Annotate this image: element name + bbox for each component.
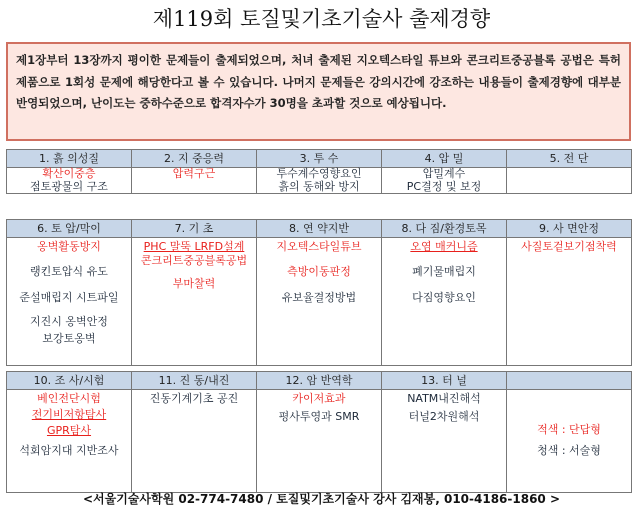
- topic-item: 압밀계수: [422, 167, 466, 180]
- topic-item: 진동기계기초 공진: [149, 392, 239, 405]
- topic-item: 카이저효과: [292, 392, 346, 405]
- legend-essay: 청색 : 서술형: [537, 444, 601, 457]
- topic-table-3: [6, 371, 632, 493]
- chapter-header: 9. 사 면안정: [507, 220, 632, 238]
- chapter-topics: [382, 168, 507, 194]
- contact-footer: <서울기술사학원 02-774-7480 / 토질및기초기술사 강사 김재봉, 010-4186-1860 >: [82, 492, 561, 506]
- chapter-header: 11. 진 동/내진: [132, 372, 257, 390]
- topic-item: 지진시 옹벽안정: [30, 315, 108, 328]
- topic-item: 측방이동판정: [287, 265, 351, 278]
- topic-item: 폐기물매립지: [412, 265, 476, 278]
- topic-item: 랭킨토압식 유도: [30, 265, 108, 278]
- topic-table-2: [6, 219, 632, 366]
- topic-item: 지오텍스타일튜브: [276, 240, 362, 253]
- chapter-topics: [7, 238, 132, 366]
- chapter-header: 5. 전 단: [507, 150, 632, 168]
- chapter-header: 7. 기 초: [132, 220, 257, 238]
- intro-box: 제1장부터 13장까지 평이한 문제들이 출제되었으며, 처녀 출제된 지오텍스타일 튜브와 콘크리트중공블록 공법은 특허제품으로 1회성 문제에 해당한다고 볼 수 있습니다. 나머지 문제들은 강의시간에 강조하는 내용들이 출제경향에 대부분 반영되었으며, 난이도는 중하수준으로 합격자수가 30명을 초과할 것으로 예상됩니다.: [6, 42, 631, 141]
- topic-item: GPR탐사: [46, 424, 92, 437]
- topic-item: 사질토겉보기점착력: [521, 240, 617, 253]
- topic-item: 확산이중층: [42, 167, 96, 180]
- chapter-topics: [7, 390, 132, 493]
- topic-item: 석회암지대 지반조사: [19, 444, 119, 457]
- topic-item: NATM내진해석: [407, 392, 481, 405]
- chapter-topics: [132, 168, 257, 194]
- topic-item: 준설매립지 시트파일: [19, 291, 119, 304]
- chapter-header: 6. 토 압/막이: [7, 220, 132, 238]
- topic-item: 투수계수영향요인: [276, 167, 362, 180]
- legend-cell: [507, 390, 632, 493]
- topic-item: 점토광물의 구조: [30, 179, 108, 193]
- chapter-header: 1. 흙 의성질: [7, 150, 132, 168]
- chapter-header: 8. 다 짐/환경토목: [382, 220, 507, 238]
- chapter-topics: [382, 238, 507, 366]
- topic-item: 유보율결정방법: [281, 291, 357, 304]
- chapter-header: [507, 372, 632, 390]
- topic-item: 평사투영과 SMR: [278, 410, 360, 423]
- topic-item: 옹벽활동방지: [37, 240, 101, 253]
- chapter-topics: [507, 238, 632, 366]
- topic-item: 보강토옹벽: [42, 332, 96, 345]
- chapter-header: 3. 투 수: [257, 150, 382, 168]
- topic-item: 흙의 동해와 방지: [278, 179, 360, 193]
- topic-item: PC결정 및 보정: [406, 179, 482, 193]
- legend-short-answer: 적색 : 단답형: [537, 423, 601, 436]
- chapter-topics: [7, 168, 132, 194]
- chapter-topics: [132, 390, 257, 493]
- chapter-header: 13. 터 널: [382, 372, 507, 390]
- topic-item: 다짐영향요인: [412, 291, 476, 304]
- chapter-header: 12. 암 반역학: [257, 372, 382, 390]
- topic-table-1: [6, 149, 632, 194]
- topic-item: 베인전단시험: [37, 392, 101, 405]
- topic-item: 콘크리트중공블록공법: [140, 254, 248, 267]
- topic-item: 부마찰력: [172, 277, 216, 290]
- chapter-topics: [132, 238, 257, 366]
- chapter-topics: [507, 168, 632, 194]
- topic-item: 전기비저항탐사: [31, 408, 107, 421]
- topic-item: PHC 말뚝 LRFD설계: [143, 240, 245, 253]
- topic-item: 오염 매커니즘: [410, 240, 478, 253]
- chapter-header: 2. 지 중응력: [132, 150, 257, 168]
- page-title: 제119회 토질및기초기술사 출제경향: [152, 7, 491, 31]
- chapter-topics: [257, 390, 382, 493]
- chapter-topics: [382, 390, 507, 493]
- chapter-header: 4. 압 밀: [382, 150, 507, 168]
- chapter-header: 8. 연 약지반: [257, 220, 382, 238]
- topic-item: 터널2차원해석: [408, 410, 480, 423]
- chapter-topics: [257, 238, 382, 366]
- chapter-topics: [257, 168, 382, 194]
- topic-item: 압력구근: [172, 167, 216, 180]
- chapter-header: 10. 조 사/시험: [7, 372, 132, 390]
